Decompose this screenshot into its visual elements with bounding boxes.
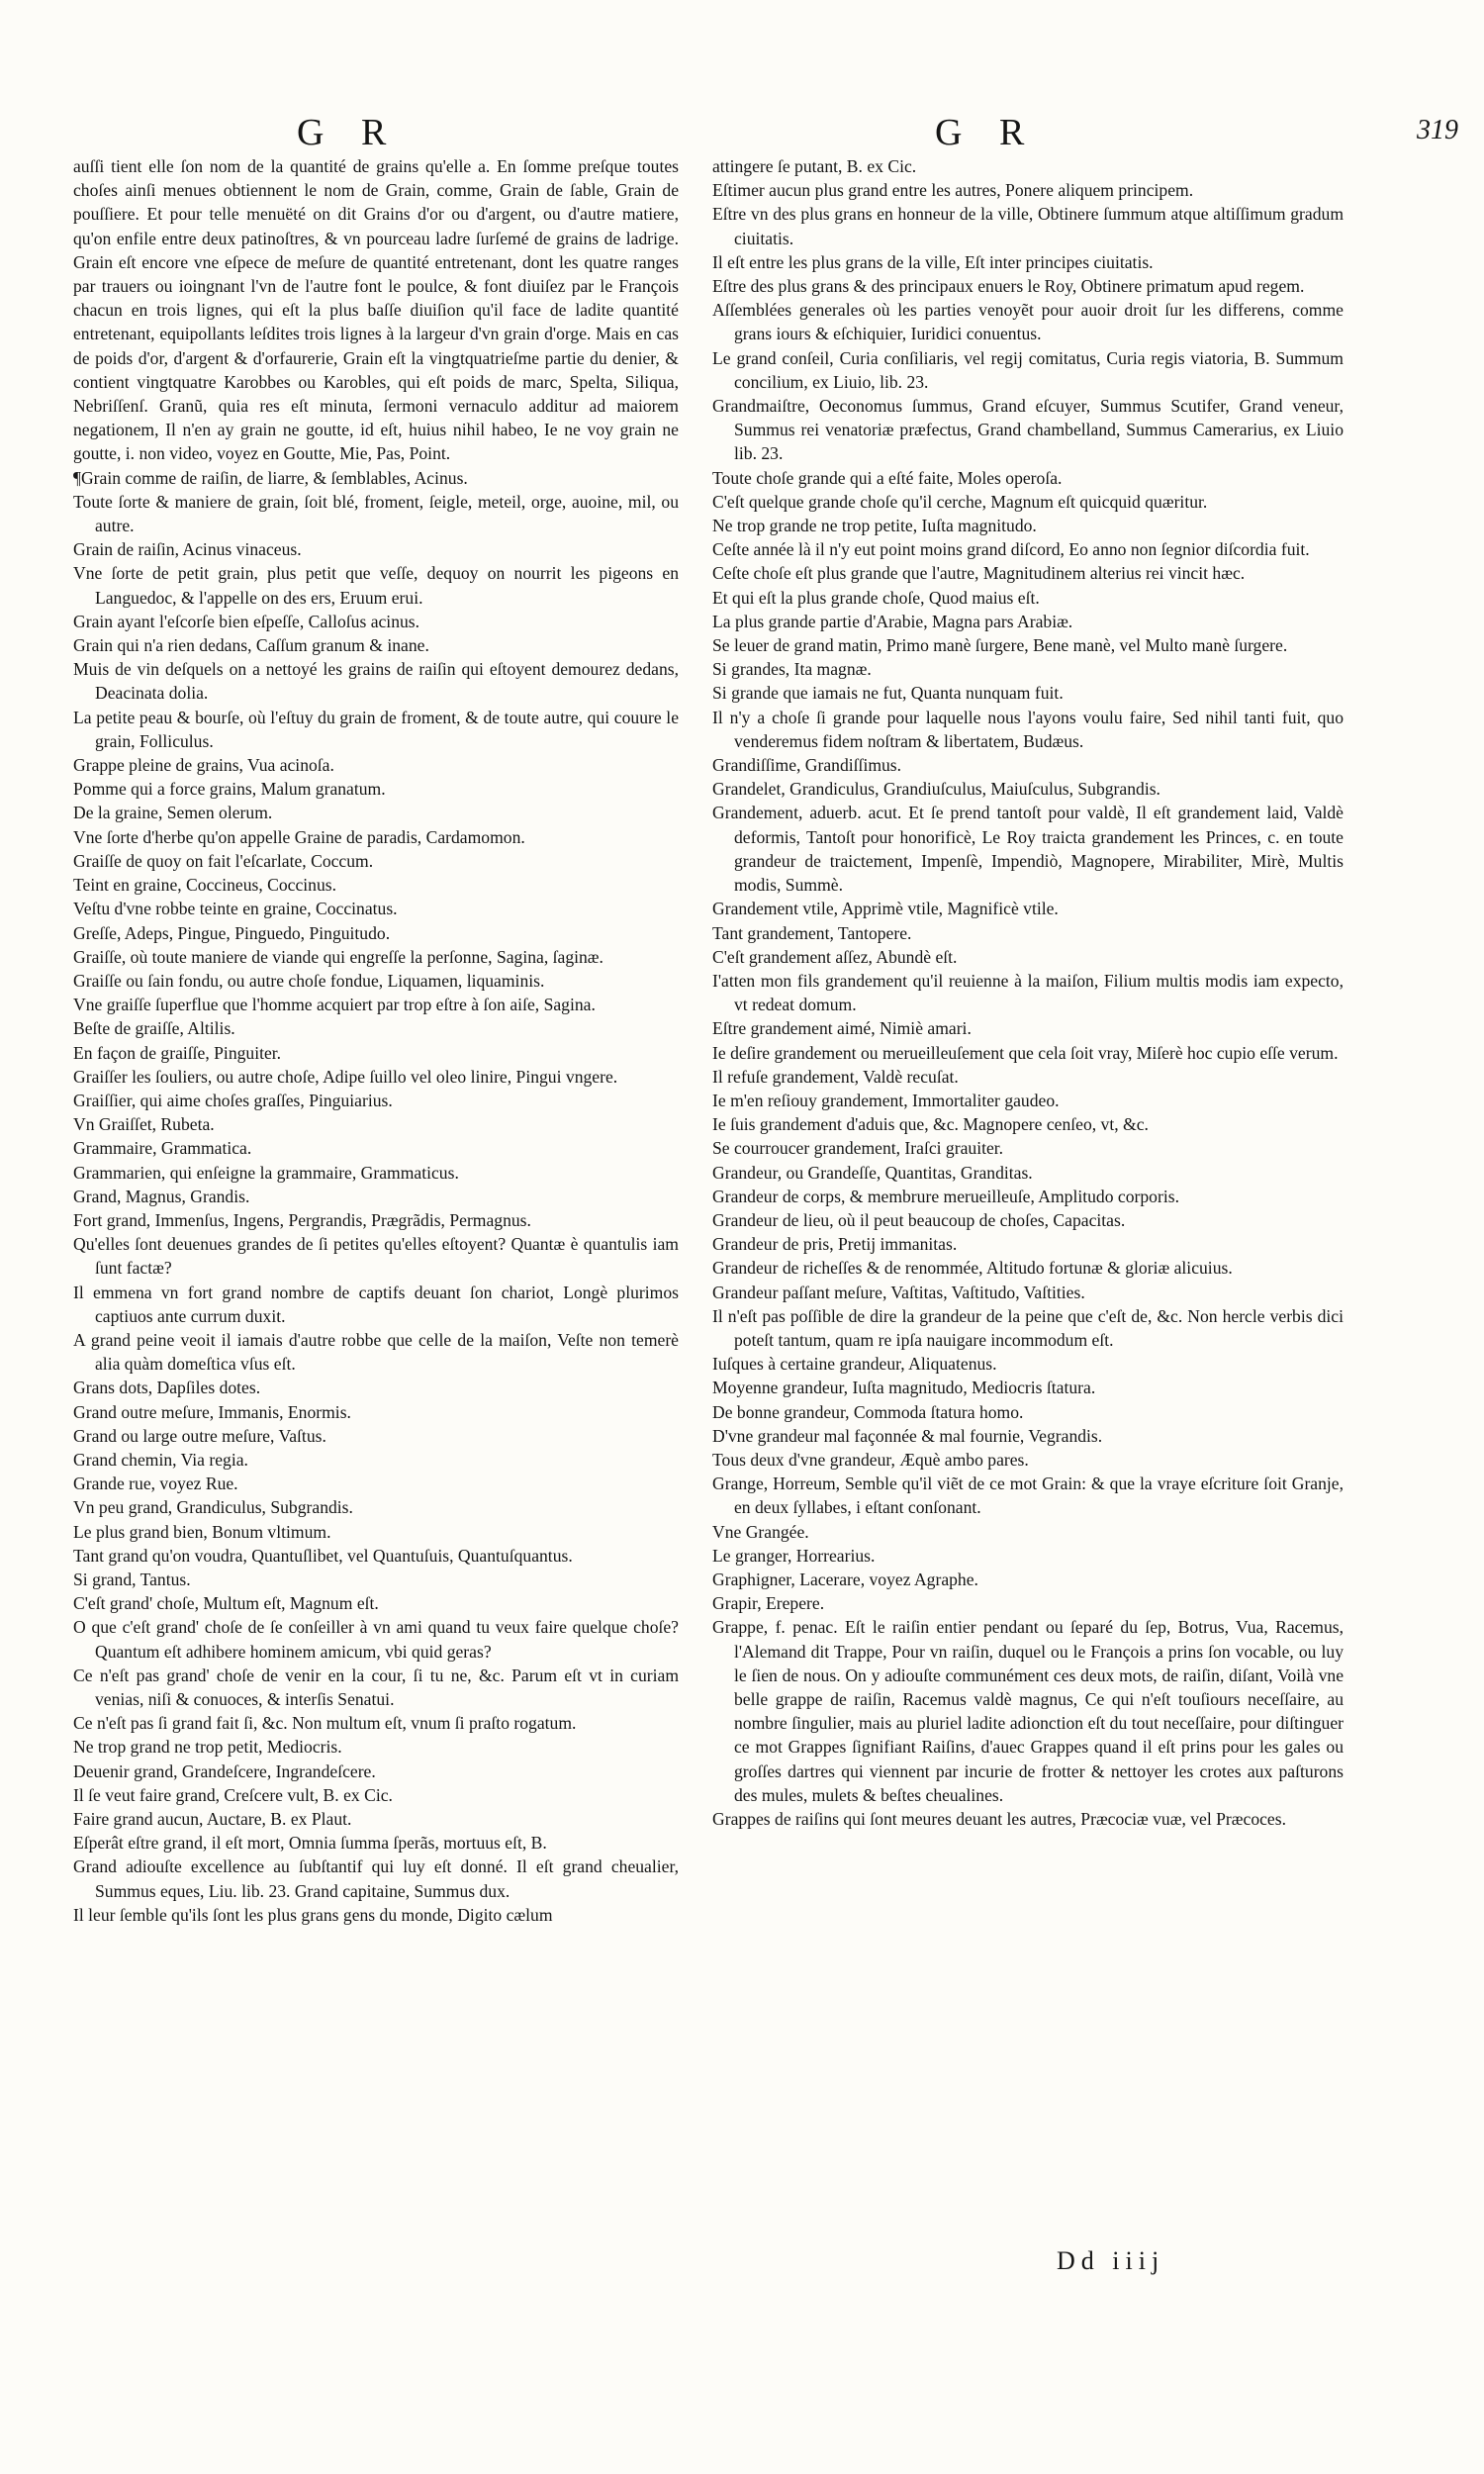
dictionary-entry: C'eſt grand' choſe, Multum eſt, Magnum eſt. bbox=[73, 1593, 379, 1614]
dictionary-entry: Teint en graine, Coccineus, Coccinus. bbox=[73, 875, 337, 896]
dictionary-entry: Aſſemblées generales où les parties venoyẽt pour auoir droit ſur les differens, comme grans iours & eſchiquier, Iuridici conuentus. bbox=[712, 300, 1344, 344]
dictionary-entry: Moyenne grandeur, Iuſta magnitudo, Mediocris ſtatura. bbox=[712, 1378, 1096, 1398]
left-column bbox=[73, 154, 679, 1927]
dictionary-entry: Iuſques à certaine grandeur, Aliquatenus. bbox=[712, 1354, 997, 1375]
dictionary-entry: Grandeur de corps, & membrure merueilleuſe, Amplitudo corporis. bbox=[712, 1186, 1179, 1206]
dictionary-entry: Ne trop grand ne trop petit, Mediocris. bbox=[73, 1737, 342, 1758]
dictionary-entry: Eſtimer aucun plus grand entre les autres, Ponere aliquem principem. bbox=[712, 180, 1194, 201]
dictionary-entry: Graiſſe de quoy on fait l'eſcarlate, Coccum. bbox=[73, 850, 374, 871]
dictionary-entry: Eſtre vn des plus grans en honneur de la ville, Obtinere ſummum atque altiſſimum gradum ciuitatis. bbox=[712, 204, 1344, 248]
dictionary-entry: Grandeur paſſant meſure, Vaſtitas, Vaſtitudo, Vaſtities. bbox=[712, 1282, 1085, 1302]
dictionary-entry: Grand ou large outre meſure, Vaſtus. bbox=[73, 1425, 326, 1446]
dictionary-entry: Ce n'eſt pas grand' choſe de venir en la cour, ſi tu ne, &c. Parum eſt vt in curiam venias, niſi & conuoces, & interſis Senatui. bbox=[73, 1665, 679, 1709]
dictionary-entry: Grange, Horreum, Semble qu'il viẽt de ce mot Grain: & que la vraye eſcriture ſoit Granje, en deux ſyllabes, i eſtant conſonant. bbox=[712, 1474, 1344, 1518]
dictionary-entry: Eſtre grandement aimé, Nimiè amari. bbox=[712, 1018, 972, 1039]
dictionary-entry: Grand adiouſte excellence au ſubſtantif qui luy eſt donné. Il eſt grand cheualier, Summus eques, Liu. lib. 23. Grand capitaine, Summus dux. bbox=[73, 1856, 679, 1901]
dictionary-entry: Pomme qui a force grains, Malum granatum. bbox=[73, 779, 386, 800]
dictionary-entry: Vne Grangée. bbox=[712, 1521, 809, 1542]
signature-mark: Dd iiij bbox=[1057, 2246, 1165, 2275]
dictionary-entry: C'eſt grandement aſſez, Abundè eſt. bbox=[712, 946, 958, 967]
dictionary-entry: Le plus grand bien, Bonum vltimum. bbox=[73, 1521, 331, 1542]
dictionary-entry: Greſſe, Adeps, Pingue, Pinguedo, Pinguitudo. bbox=[73, 922, 391, 943]
dictionary-entry: Eſtre des plus grans & des principaux enuers le Roy, Obtinere primatum apud regem. bbox=[712, 276, 1305, 297]
right-column bbox=[712, 154, 1344, 1831]
dictionary-entry: Si grande que iamais ne fut, Quanta nunquam fuit. bbox=[712, 683, 1064, 704]
dictionary-entry: Grain ayant l'eſcorſe bien eſpeſſe, Calloſus acinus. bbox=[73, 611, 420, 631]
dictionary-entry: De la graine, Semen olerum. bbox=[73, 803, 273, 823]
dictionary-entry: La plus grande partie d'Arabie, Magna pars Arabiæ. bbox=[712, 611, 1073, 631]
dictionary-entry: Fort grand, Immenſus, Ingens, Pergrandis, Prægrãdis, Permagnus. bbox=[73, 1209, 531, 1230]
dictionary-entry: Graiſſe, où toute maniere de viande qui engreſſe la perſonne, Sagina, ſaginæ. bbox=[73, 946, 603, 967]
dictionary-entry: Graiſſe ou ſain fondu, ou autre choſe fondue, Liquamen, liquaminis. bbox=[73, 970, 545, 991]
dictionary-entry: Ceſte choſe eſt plus grande que l'autre, Magnitudinem alterius rei vincit hæc. bbox=[712, 563, 1246, 584]
dictionary-entry: Et qui eſt la plus grande choſe, Quod maius eſt. bbox=[712, 587, 1040, 608]
dictionary-entry: Il n'eſt pas poſſible de dire la grandeur de la peine que c'eſt de, &c. Non hercle verbis dici poteſt tantum, quam re ipſa nauigare incommodum eſt. bbox=[712, 1305, 1344, 1350]
dictionary-entry: Eſperât eſtre grand, il eſt mort, Omnia ſumma ſperãs, mortuus eſt, B. bbox=[73, 1833, 547, 1854]
dictionary-entry: A grand peine veoit il iamais d'autre robbe que celle de la maiſon, Veſte non temerè alia quàm domeſtica vſus eſt. bbox=[73, 1329, 679, 1375]
dictionary-entry: Ie deſire grandement ou merueilleuſement que cela ſoit vray, Miſerè hoc cupio eſſe verum. bbox=[712, 1042, 1339, 1063]
dictionary-entry: D'vne grandeur mal façonnée & mal fournie, Vegrandis. bbox=[712, 1425, 1103, 1446]
dictionary-entry: Grandement vtile, Apprimè vtile, Magnificè vtile. bbox=[712, 899, 1059, 919]
dictionary-entry: Grand outre meſure, Immanis, Enormis. bbox=[73, 1401, 351, 1422]
dictionary-entry: Vne ſorte d'herbe qu'on appelle Graine de paradis, Cardamomon. bbox=[73, 826, 525, 847]
dictionary-entry: I'atten mon fils grandement qu'il reuienne à la maiſon, Filium multis modis iam expecto, vt redeat domum. bbox=[712, 970, 1344, 1015]
dictionary-entry: Vne graiſſe ſuperflue que l'homme acquiert par trop eſtre à ſon aiſe, Sagina. bbox=[73, 995, 596, 1015]
dictionary-entry: Grandiſſime, Grandiſſimus. bbox=[712, 755, 902, 776]
dictionary-entry: Il n'y a choſe ſi grande pour laquelle nous l'ayons voulu faire, Sed nihil tanti fuit, quo venderemus fidem noſtram & libertatem, Budæus. bbox=[712, 707, 1344, 751]
dictionary-entry: ¶Grain comme de raiſin, de liarre, & ſemblables, Acinus. bbox=[73, 467, 468, 488]
dictionary-entry: En façon de graiſſe, Pinguiter. bbox=[73, 1042, 282, 1063]
dictionary-entry: Si grandes, Ita magnæ. bbox=[712, 659, 872, 680]
dictionary-entry: attingere ſe putant, B. ex Cic. bbox=[712, 156, 917, 176]
dictionary-entry: Il leur ſemble qu'ils ſont les plus grans gens du monde, Digito cælum bbox=[73, 1904, 553, 1925]
dictionary-entry: Vne ſorte de petit grain, plus petit que veſſe, dequoy on nourrit les pigeons en Languedoc, & l'appelle on des ers, Eruum erui. bbox=[73, 563, 679, 608]
dictionary-entry: Beſte de graiſſe, Altilis. bbox=[73, 1018, 235, 1039]
dictionary-entry: Le granger, Horrearius. bbox=[712, 1545, 876, 1566]
dictionary-entry: Grandeur de lieu, où il peut beaucoup de choſes, Capacitas. bbox=[712, 1209, 1126, 1230]
dictionary-entry: Ce n'eſt pas ſi grand fait ſi, &c. Non multum eſt, vnum ſi praſto rogatum. bbox=[73, 1713, 577, 1734]
dictionary-entry: Le grand conſeil, Curia conſiliaris, vel regij comitatus, Curia regis viatoria, B. Summum concilium, ex Liuio, lib. 23. bbox=[712, 347, 1344, 392]
dictionary-entry: Tant grand qu'on voudra, Quantuſlibet, vel Quantuſuis, Quantuſquantus. bbox=[73, 1545, 573, 1566]
dictionary-entry: Grand chemin, Via regia. bbox=[73, 1449, 248, 1470]
dictionary-entry: O que c'eſt grand' choſe de ſe conſeiller à vn ami quand tu veux faire quelque choſe? Quantum eſt adhibere hominem amicum, vbi quid geras? bbox=[73, 1617, 679, 1662]
dictionary-entry: Toute choſe grande qui a eſté faite, Moles operoſa. bbox=[712, 467, 1063, 488]
dictionary-entry: Deuenir grand, Grandeſcere, Ingrandeſcere. bbox=[73, 1760, 376, 1781]
dictionary-entry: Grande rue, voyez Rue. bbox=[73, 1474, 238, 1494]
dictionary-entry: Se leuer de grand matin, Primo manè ſurgere, Bene manè, vel Multo manè ſurgere. bbox=[712, 635, 1288, 656]
dictionary-entry: Il refuſe grandement, Valdè recuſat. bbox=[712, 1066, 959, 1087]
dictionary-entry: Ne trop grande ne trop petite, Iuſta magnitudo. bbox=[712, 516, 1037, 536]
dictionary-entry: Grandeur de richeſſes & de renommée, Altitudo fortunæ & gloriæ alicuius. bbox=[712, 1258, 1233, 1279]
running-head-right: G R bbox=[935, 112, 1039, 153]
dictionary-entry: Grandement, aduerb. acut. Et ſe prend tantoſt pour valdè, Il eſt grandement laid, Valdè deformis, Tantoſt pour honorificè, Le Roy traicta grandement les Princes, c. en toute grandeur de traictement, Impenſè, Impendiò, Magnopere, Mirabiliter, Mirè, Multis modis, Summè. bbox=[712, 803, 1344, 896]
dictionary-entry: Graiſſier, qui aime choſes graſſes, Pinguiarius. bbox=[73, 1090, 393, 1110]
running-head-left: G R bbox=[297, 112, 401, 153]
dictionary-entry: Si grand, Tantus. bbox=[73, 1569, 191, 1589]
dictionary-entry: Grain de raiſin, Acinus vinaceus. bbox=[73, 539, 302, 560]
dictionary-entry: Grans dots, Dapſiles dotes. bbox=[73, 1378, 261, 1398]
dictionary-entry: Grammarien, qui enſeigne la grammaire, Grammaticus. bbox=[73, 1162, 459, 1183]
dictionary-entry: Faire grand aucun, Auctare, B. ex Plaut. bbox=[73, 1809, 352, 1830]
dictionary-entry: Grammaire, Grammatica. bbox=[73, 1138, 252, 1159]
dictionary-entry: Se courroucer grandement, Iraſci grauiter. bbox=[712, 1138, 1004, 1159]
dictionary-entry: Graphigner, Lacerare, voyez Agraphe. bbox=[712, 1569, 978, 1589]
dictionary-entry: Grapir, Erepere. bbox=[712, 1593, 825, 1614]
dictionary-entry: Tant grandement, Tantopere. bbox=[712, 922, 912, 943]
dictionary-entry: Grandeur, ou Grandeſſe, Quantitas, Granditas. bbox=[712, 1162, 1033, 1183]
dictionary-entry: Grappe, f. penac. Eſt le raiſin entier pendant ou ſeparé du ſep, Botrus, Vua, Racemus, l'Alemand dit Trappe, Pour vn raiſin, duquel ou le François a prins ſon vocable, ou luy le ſien de nous. On y adiouſte communément ces deux mots, de raiſin, diſant, Voilà vne belle grappe de raiſin, Racemus valdè magnus, Ce qui n'eſt touſiours neceſſaire, au nombre ſingulier, mais au pluriel ladite adionction eſt du tout neceſſaire, pour diſtinguer ce mot Grappes ſignifiant Raiſins, d'auec Grappes quand il eſt prins pour les gales ou groſſes dartres qui viennent par incurie de frotter & nettoyer les crotes aux paſturons des mules, mulets & beſtes cheualines. bbox=[712, 1617, 1344, 1805]
dictionary-entry: Grandeur de pris, Pretij immanitas. bbox=[712, 1234, 958, 1255]
dictionary-entry: Ceſte année là il n'y eut point moins grand diſcord, Eo anno non ſegnior diſcordia fuit. bbox=[712, 539, 1310, 560]
dictionary-entry: Vn Graiſſet, Rubeta. bbox=[73, 1114, 215, 1135]
dictionary-entry: Ie m'en reſiouy grandement, Immortaliter gaudeo. bbox=[712, 1090, 1060, 1110]
dictionary-entry: Qu'elles ſont deuenues grandes de ſi petites qu'elles eſtoyent? Quantæ è quantulis iam ſunt factæ? bbox=[73, 1234, 679, 1279]
dictionary-entry: De bonne grandeur, Commoda ſtatura homo. bbox=[712, 1401, 1024, 1422]
dictionary-entry: Vn peu grand, Grandiculus, Subgrandis. bbox=[73, 1497, 353, 1518]
dictionary-entry: Il eſt entre les plus grans de la ville, Eſt inter principes ciuitatis. bbox=[712, 251, 1154, 272]
dictionary-entry: Grain qui n'a rien dedans, Caſſum granum & inane. bbox=[73, 635, 429, 656]
dictionary-entry: Il emmena vn fort grand nombre de captifs deuant ſon chariot, Longè plurimos captiuos ante currum duxit. bbox=[73, 1282, 679, 1326]
dictionary-entry: Veſtu d'vne robbe teinte en graine, Coccinatus. bbox=[73, 899, 398, 919]
dictionary-entry: Ie ſuis grandement d'aduis que, &c. Magnopere cenſeo, vt, &c. bbox=[712, 1114, 1149, 1135]
dictionary-entry: Grand, Magnus, Grandis. bbox=[73, 1186, 250, 1206]
dictionary-entry: Tous deux d'vne grandeur, Æquè ambo pares. bbox=[712, 1449, 1029, 1470]
dictionary-entry: Grappe pleine de grains, Vua acinoſa. bbox=[73, 755, 334, 776]
page-number: 319 bbox=[1417, 115, 1458, 145]
dictionary-entry: Muis de vin deſquels on a nettoyé les grains de raiſin qui eſtoyent demourez dedans, Deacinata dolia. bbox=[73, 659, 679, 704]
dictionary-entry: Il ſe veut faire grand, Creſcere vult, B. ex Cic. bbox=[73, 1784, 393, 1805]
dictionary-entry: La petite peau & bourſe, où l'eſtuy du grain de froment, & de toute autre, qui couure le grain, Folliculus. bbox=[73, 707, 679, 751]
dictionary-entry: auſſi tient elle ſon nom de la quantité de grains qu'elle a. En ſomme preſque toutes choſes ainſi menues obtiennent le nom de Grain, comme, Grain de ſable, Grain de pouſſiere. Et pour telle menuëté on dit Grains d'or ou d'argent, ou d'autre matiere, qu'on enfile entre deux patinoſtres, & vn pourceau ladre ſurſemé de grains de ladrige. Grain eſt encore vne eſpece de meſure de quantité entretenant, dont les quatre ranges par trauers ou ioingnant l'vn de l'autre font le poulce, & font diuiſez par le François chacun en trois lignes, qui eſt la plus baſſe diuiſion qu'il face de ladite quantité entretenant, equipollants leſdites trois lignes à la largeur d'vn grain d'orge. Mais en cas de poids d'or, d'argent & d'orfaurerie, Grain eſt la vingtquatrieſme partie du denier, & contient vingtquatre Karobbes ou Karobles, qui eſt poids de marc, Spelta, Siliqua, Nebriſſenſ. Granũ, quia res eſt minuta, ſermoni vernaculo additur ad maiorem negationem, Il n'en ay grain ne goutte, id eſt, huius nihil habeo, Ie ne voy grain ne goutte, i. non video, voyez en Goutte, Mie, Pas, Point. bbox=[73, 156, 679, 464]
dictionary-entry: Grappes de raiſins qui ſont meures deuant les autres, Præcociæ vuæ, vel Præcoces. bbox=[712, 1809, 1286, 1830]
dictionary-entry: Grandelet, Grandiculus, Grandiuſculus, Maiuſculus, Subgrandis. bbox=[712, 779, 1160, 800]
dictionary-entry: Graiſſer les ſouliers, ou autre choſe, Adipe ſuillo vel oleo linire, Pingui vngere. bbox=[73, 1066, 618, 1087]
dictionary-entry: Grandmaiſtre, Oeconomus ſummus, Grand eſcuyer, Summus Scutifer, Grand veneur, Summus rei venatoriæ præfectus, Grand chambelland, Summus Camerarius, ex Liuio lib. 23. bbox=[712, 396, 1344, 464]
dictionary-entry: Toute ſorte & maniere de grain, ſoit blé, froment, ſeigle, meteil, orge, auoine, mil, ou autre. bbox=[73, 491, 679, 536]
dictionary-entry: C'eſt quelque grande choſe qu'il cerche, Magnum eſt quicquid quæritur. bbox=[712, 491, 1208, 512]
